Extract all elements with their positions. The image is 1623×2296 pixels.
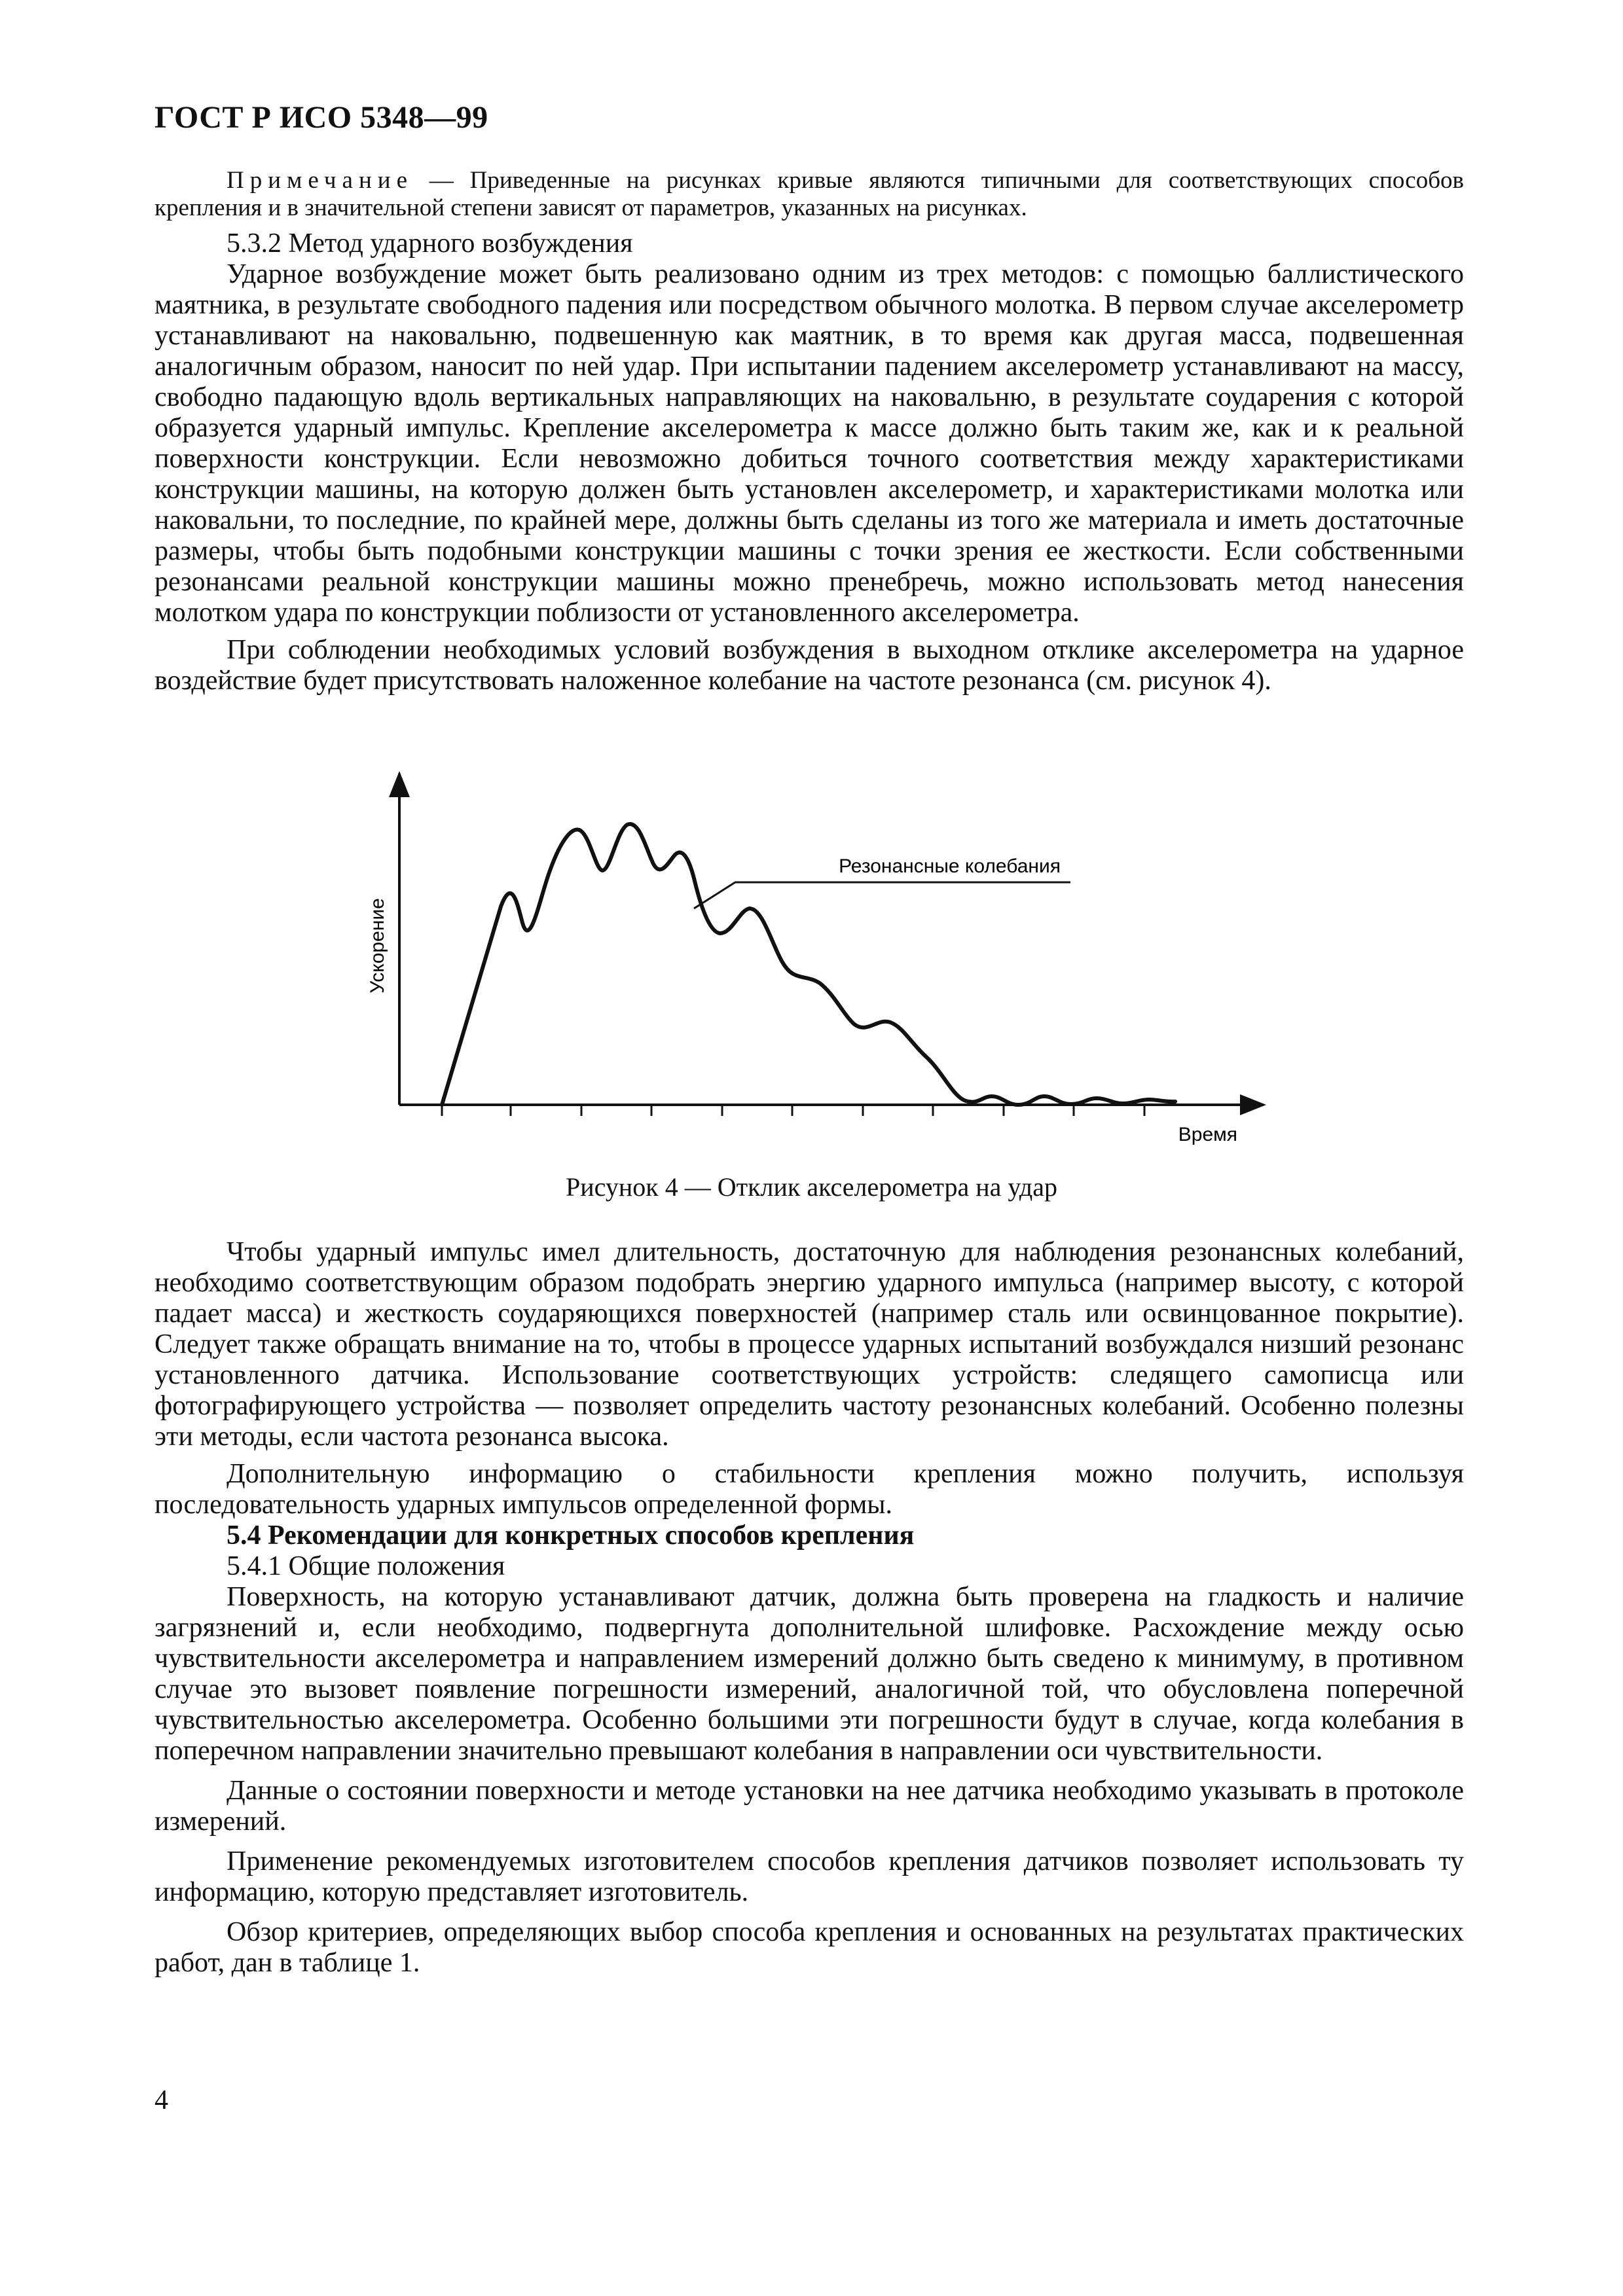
figure-accelerometer-shock-response (354, 766, 1283, 1145)
section-541-heading: 5.4.1 Общие положения (227, 1551, 505, 1581)
page-number: 4 (155, 2085, 168, 2115)
note-label: Примечание (227, 167, 413, 194)
figure-caption: Рисунок 4 — Отклик акселерометра на удар (566, 1172, 1057, 1202)
after-figure-paragraph-1: Чтобы ударный импульс имел длительность, достаточную для наблюдения резонансных колебаний, необходимо соответствующим образом подобрать энергию ударного импульса (например высоту, с которой падает масса) и жесткость соударяющихся поверхностей (например сталь или освинцованное покрытие). Следует также обращать внимание на то, чтобы в процессе ударных испытаний возбуждался низший резонанс установленного датчика. Использование соответствующих устройств: следящего самописца или фотографирующего устройства — позволяет определить частоту резонансных колебаний. Особенно полезны эти методы, если частота резонанса высока. (155, 1237, 1464, 1452)
annotation-leader (694, 882, 1070, 908)
section-532-paragraph-1: Ударное возбуждение может быть реализовано одним из трех методов: с помощью баллистического маятника, в результате свободного падения или посредством обычного молотка. В первом случае акселерометр устанавливают на наковальню, подвешенную как маятник, в то время как другая масса, подвешенная аналогичным образом, наносит по ней удар. При испытании падением акселерометр устанавливают на массу, свободно падающую вдоль вертикальных направляющих на наковальню, в результате соударения с которой образуется ударный импульс. Крепление акселерометра к массе должно быть таким же, как и к реальной поверхности конструкции. Если невозможно добиться точного соответствия между характеристиками конструкции машины, на которую должен быть установлен акселерометр, и характеристиками молотка или наковальни, то последние, по крайней мере, должны быть сделаны из того же материала и иметь достаточные размеры, чтобы быть подобными конструкции машины с точки зрения ее жесткости. Если собственными резонансами реальной конструкции машины можно пренебречь, можно использовать метод нанесения молотком удара по конструкции поблизости от установленного акселерометра. (155, 259, 1464, 628)
y-axis-label: Ускорение (367, 898, 388, 994)
section-541-paragraph-3: Применение рекомендуемых изготовителем способов крепления датчиков позволяет использовать ту информацию, которую представляет изготовитель. (155, 1846, 1464, 1907)
section-54-heading: 5.4 Рекомендации для конкретных способов крепления (227, 1520, 915, 1551)
after-figure-paragraph-2: Дополнительную информацию о стабильности крепления можно получить, используя последовательность ударных импульсов определенной формы. (155, 1459, 1464, 1520)
top-text-block (155, 167, 1464, 696)
section-541-paragraph-2: Данные о состоянии поверхности и методе установки на нее датчика необходимо указывать в протоколе измерений. (155, 1776, 1464, 1837)
section-532-paragraph-2: При соблюдении необходимых условий возбуждения в выходном отклике акселерометра на ударное воздействие будет присутствовать наложенное колебание на частоте резонанса (см. рисунок 4). (155, 635, 1464, 696)
annotation-label: Резонансные колебания (839, 855, 1061, 877)
document-code-header: ГОСТ Р ИСО 5348—99 (155, 100, 488, 135)
shock-response-plot (354, 766, 1283, 1145)
bottom-text-block (155, 1237, 1464, 1979)
section-541-paragraph-1: Поверхность, на которую устанавливают датчик, должна быть проверена на гладкость и наличие загрязнений и, если необходимо, подвергнута дополнительной шлифовке. Расхождение между осью чувствительности акселерометра и направлением измерений должно быть сведено к минимуму, в противном случае это вызовет появление погрешности измерений, аналогичной той, что обусловлена поперечной чувствительностью акселерометра. Особенно большими эти погрешности будут в случае, когда колебания в поперечном направлении значительно превышают колебания в направлении оси чувствительности. (155, 1582, 1464, 1766)
section-532-heading: 5.3.2 Метод ударного возбуждения (227, 228, 633, 259)
x-axis-label: Время (1178, 1124, 1237, 1145)
response-curve (442, 824, 1175, 1105)
section-541-paragraph-4: Обзор критериев, определяющих выбор способа крепления и основанных на результатах практических работ, дан в таблице 1. (155, 1917, 1464, 1978)
x-axis-ticks (442, 1105, 1144, 1116)
note-paragraph (155, 167, 1464, 222)
note-text: — Приведенные на рисунках кривые являются типичными для соответствующих способов крепления и в значительной степени зависят от параметров, указанных на рисунках. (155, 167, 1464, 221)
